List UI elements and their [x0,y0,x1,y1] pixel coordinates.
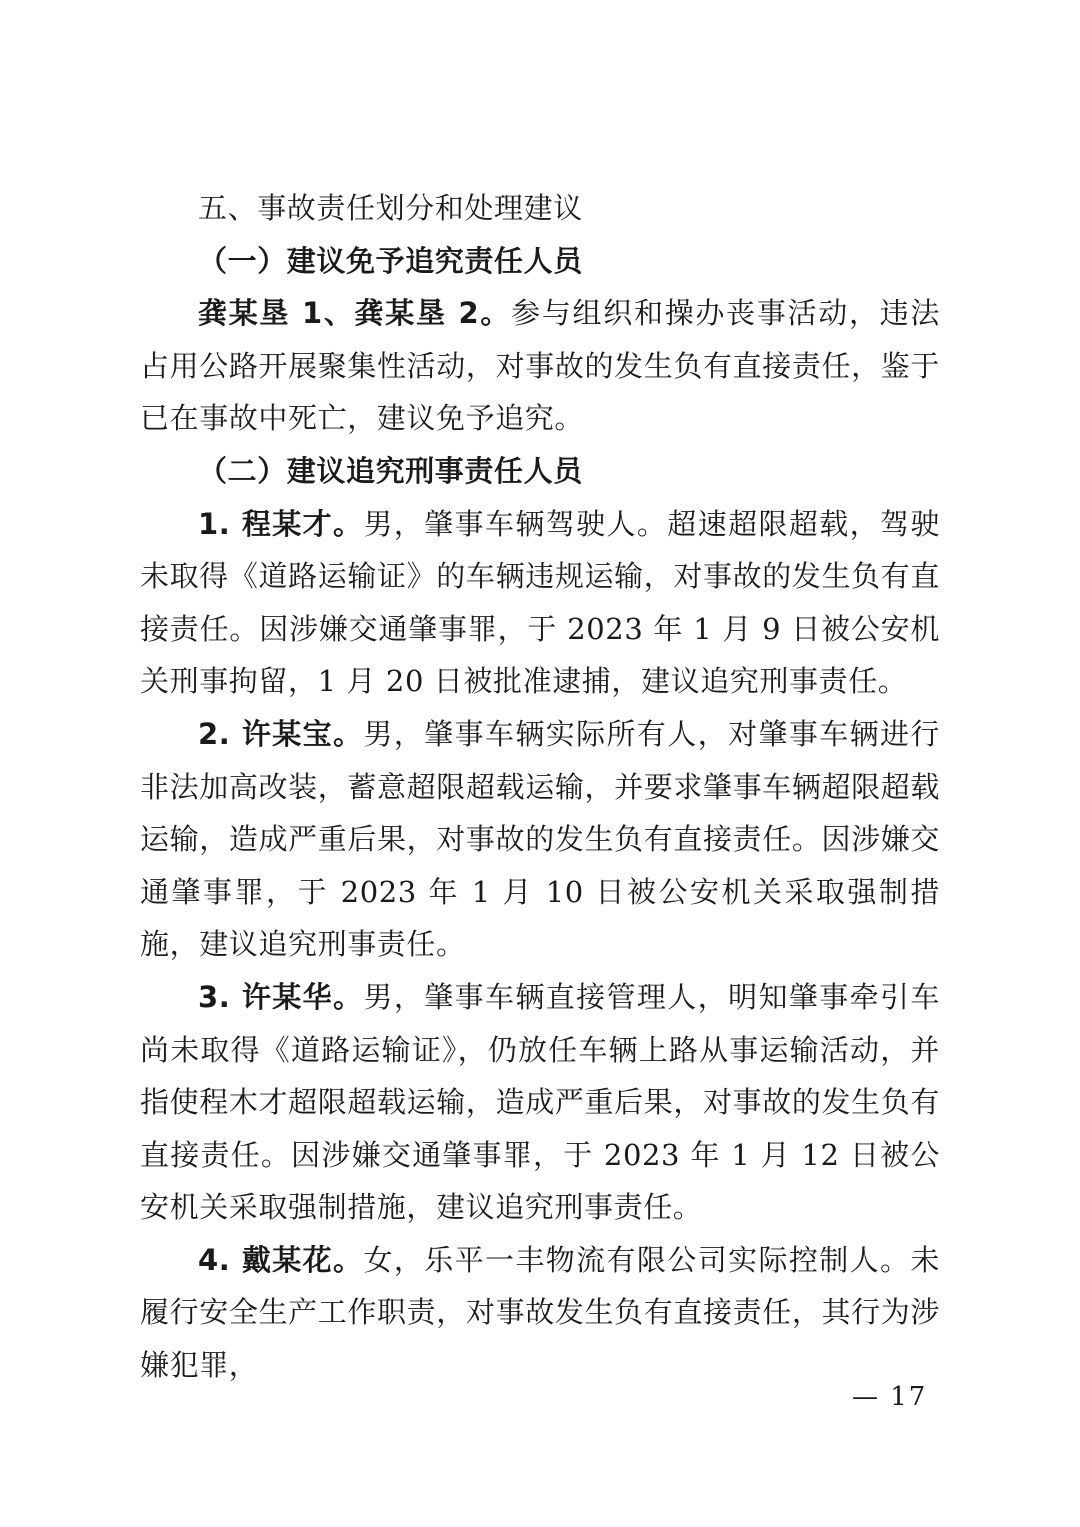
section-heading: 五、事故责任划分和处理建议 [198,191,583,225]
paragraph-text: 男，肇事车辆实际所有人，对肇事车辆进行非法加高改装，蓄意超限超载运输，并要求肇事车辆超限超载运输，造成严重后果，对事故的发生负有直接责任。因涉嫌交通肇事罪，于 2023 年 1 月 10 日被公安机关采取强制措施，建议追究刑事责任。 [140,716,940,962]
paragraph-lead: 3. 许某华。 [198,979,364,1014]
paragraph-text: 参与组织和操办丧事活动，违法占用公路开展聚集性活动，对事故的发生负有直接责任，鉴于已在事故中死亡，建议免予追究。 [140,296,941,436]
document-body [140,182,940,1392]
paragraph-person-2 [140,708,940,971]
paragraph-person-3 [140,971,940,1234]
paragraph-person-4 [140,1234,940,1392]
paragraph-exempt-persons [140,287,940,445]
paragraph-lead: 1. 程某才。 [198,506,364,541]
paragraph-lead: 龚某垦 1、龚某垦 2。 [198,296,512,331]
paragraph-text: 男，肇事车辆驾驶人。超速超限超载，驾驶未取得《道路运输证》的车辆违规运输，对事故的发生负有直接责任。因涉嫌交通肇事罪，于 2023 年 1 月 9 日被公安机关刑事拘留，1 月 20 日被批准逮捕，建议追究刑事责任。 [140,506,940,699]
paragraph-text: 女，乐平一丰物流有限公司实际控制人。未履行安全生产工作职责，对事故发生负有直接责任，其行为涉嫌犯罪， [140,1242,940,1383]
subsection-title-2: （二）建议追究刑事责任人员 [198,453,583,488]
subsection-title-1: （一）建议免予追究责任人员 [198,243,583,278]
paragraph-text: 男，肇事车辆直接管理人，明知肇事牵引车尚未取得《道路运输证》，仍放任车辆上路从事运输活动，并指使程木才超限超载运输，造成严重后果，对事故的发生负有直接责任。因涉嫌交通肇事罪，于 2023 年 1 月 12 日被公安机关采取强制措施，建议追究刑事责任。 [140,979,940,1225]
paragraph-person-1 [140,498,940,708]
page-number: — 17 [852,1382,928,1412]
paragraph-lead: 4. 戴某花。 [198,1242,364,1277]
paragraph-lead: 2. 许某宝。 [198,716,364,751]
